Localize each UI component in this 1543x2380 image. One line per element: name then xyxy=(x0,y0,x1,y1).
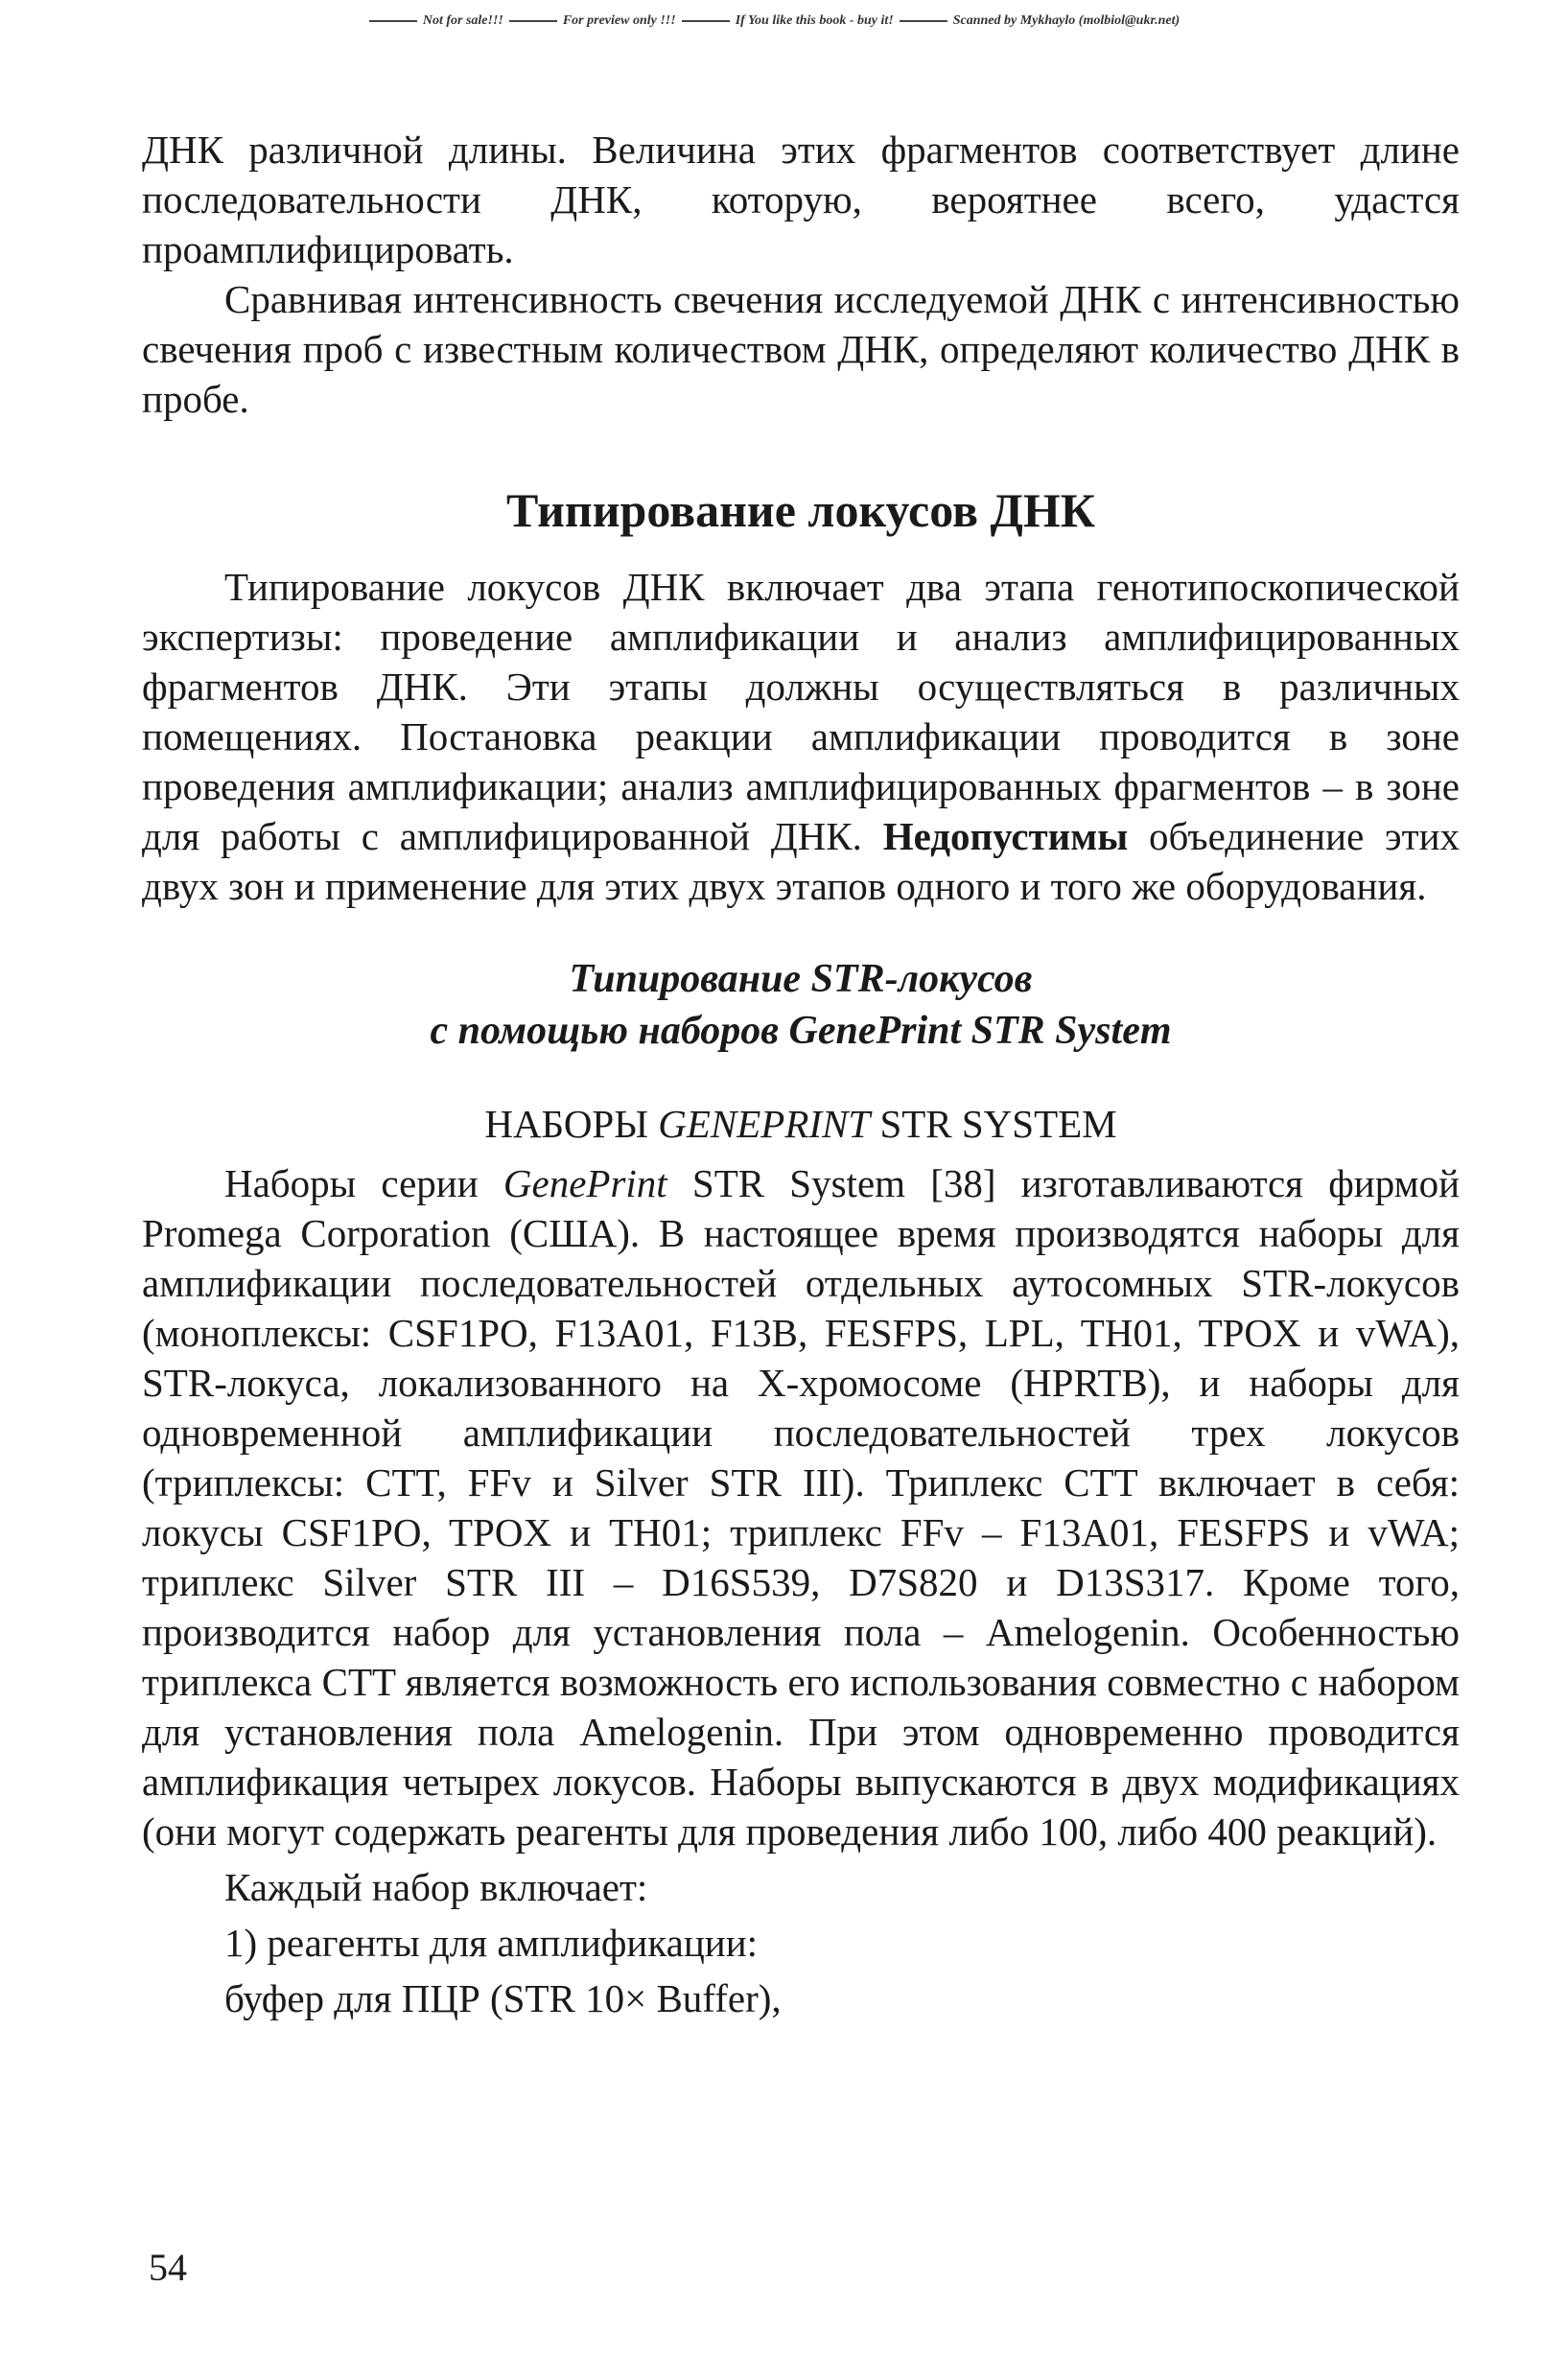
paragraph xyxy=(142,1158,1460,1856)
list-item: 1) реагенты для амплификации: xyxy=(224,1921,759,1965)
scan-watermark-header xyxy=(0,13,1543,29)
heading-text: STR SYSTEM xyxy=(879,1102,1117,1146)
watermark-text-4: Scanned by Mykhaylo (molbiol@ukr.net) xyxy=(952,13,1181,28)
emphasis-text: Недопустимы xyxy=(882,814,1129,858)
paragraph xyxy=(142,562,1460,911)
heading-italic-text: GENEPRINT xyxy=(658,1102,871,1146)
paragraph: Сравнивая интенсивность свечения исследуемой ДНК с интенсивностью свечения проб с известным количеством ДНК, определяют количество ДНК в пробе. xyxy=(142,277,1460,421)
separator-line xyxy=(900,20,947,22)
paragraph-text: Типирование локусов ДНК включает два этапа генотипоскопической экспертизы: проведение амплификации и анализ амплифицированных фрагментов ДНК. Эти этапы должны осуществляться в различных помещениях. Постановка реакции амплификации проводится в зоне проведения амплификации; анализ амплифицированных фрагментов – в зоне для работы с амплифицированной ДНК. xyxy=(142,565,1460,858)
subsection-title xyxy=(142,953,1460,1057)
separator-line xyxy=(509,20,557,22)
list-item: буфер для ПЦР (STR 10× Buffer), xyxy=(224,1976,782,2020)
paragraph: Каждый набор включает: xyxy=(224,1865,648,1909)
paragraph-text: объединение этих двух зон и применение для этих двух этапов одного и того же оборудования. xyxy=(142,814,1461,908)
watermark-text-2: For preview only !!! xyxy=(562,13,676,28)
subsection-heading xyxy=(142,1099,1460,1149)
paragraph-text: Наборы серии xyxy=(224,1161,479,1205)
page-body xyxy=(142,125,1460,2023)
paragraph-continuation: ДНК различной длины. Величина этих фрагментов соответствует длине последовательности ДНК, которую, вероятнее всего, удастся проамплифицировать. xyxy=(142,128,1460,271)
paragraph-text: STR System [38] изготавливаются фирмой Promega Corporation (США). В настоящее время производятся наборы для амплификации последовательностей отдельных аутосомных STR-локусов (моноплексы: CSF1PO, F13A01, F13B, FESFPS, LPL, TH01, TPOX и vWA), STR-локуса, локализованного на X-хромосоме (HPRTB), и наборы для одновременной амплификации последовательностей трех локусов (триплексы: CTT, FFv и Silver STR III). Триплекс CTT включает в себя: локусы CSF1PO, TPOX и TH01; триплекс FFv – F13A01, FESFPS и vWA; триплекс Silver STR III – D16S539, D7S820 и D13S317. Кроме того, производится набор для установления пола – Amelogenin. Особенностью триплекса CTT является возможность его использования совместно с набором для установления пола Amelogenin. При этом одновременно проводится амплификация четырех локусов. Наборы выпускаются в двух модификациях (они могут содержать реагенты для проведения либо 100, либо 400 реакций). xyxy=(142,1161,1461,1854)
subsection-title-line-2: с помощью наборов GenePrint STR System xyxy=(430,1009,1172,1053)
heading-text: НАБОРЫ xyxy=(484,1102,648,1146)
italic-text: GenePrint xyxy=(503,1161,667,1205)
watermark-text-1: Not for sale!!! xyxy=(422,13,503,28)
subsection-title-line-1: Типирование STR-локусов xyxy=(569,957,1033,1001)
watermark-text-3: If You like this book - buy it! xyxy=(735,13,894,28)
section-title: Типирование локусов ДНК xyxy=(505,483,1095,537)
page-number: 54 xyxy=(149,2246,187,2289)
separator-line xyxy=(369,20,417,22)
separator-line xyxy=(682,20,730,22)
